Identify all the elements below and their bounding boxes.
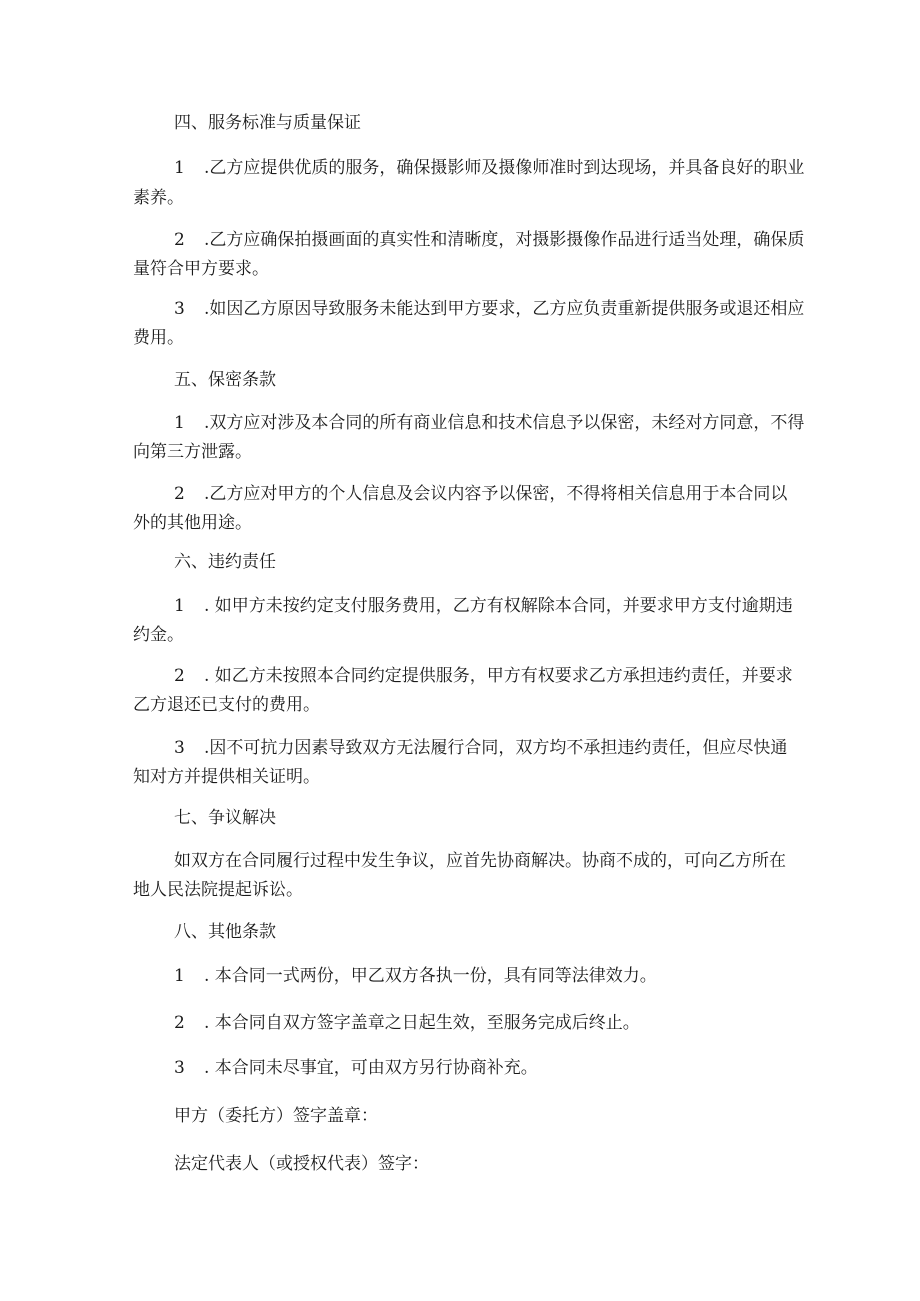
clause-4-3: 3 .如因乙方原因导致服务未能达到甲方要求，乙方应负责重新提供服务或退还相应 bbox=[174, 299, 805, 319]
section-heading-other-terms: 八、其他条款 bbox=[174, 922, 276, 942]
clause-6-3-continued: 知对方并提供相关证明。 bbox=[133, 767, 320, 787]
clause-6-3: 3 .因不可抗力因素导致双方无法履行合同，双方均不承担违约责任，但应尽快通 bbox=[174, 738, 788, 758]
section-heading-confidentiality: 五、保密条款 bbox=[174, 370, 276, 390]
dispute-paragraph-continued: 地人民法院提起诉讼。 bbox=[133, 880, 303, 900]
clause-8-2: 2 . 本合同自双方签字盖章之日起生效，至服务完成后终止。 bbox=[174, 1013, 640, 1033]
clause-4-1: 1 .乙方应提供优质的服务，确保摄影师及摄像师准时到达现场，并具备良好的职业 bbox=[174, 158, 805, 178]
section-heading-service-standards: 四、服务标准与质量保证 bbox=[174, 113, 361, 133]
section-heading-liability: 六、违约责任 bbox=[174, 552, 276, 572]
clause-6-1-continued: 约金。 bbox=[133, 625, 184, 645]
dispute-paragraph: 如双方在合同履行过程中发生争议，应首先协商解决。协商不成的，可向乙方所在 bbox=[174, 851, 786, 871]
signature-legal-representative: 法定代表人（或授权代表）签字： bbox=[174, 1154, 429, 1174]
clause-5-1: 1 .双方应对涉及本合同的所有商业信息和技术信息予以保密，未经对方同意，不得 bbox=[174, 413, 805, 433]
clause-6-2: 2 . 如乙方未按照本合同约定提供服务，甲方有权要求乙方承担违约责任，并要求 bbox=[174, 666, 793, 686]
clause-5-2-continued: 外的其他用途。 bbox=[133, 513, 252, 533]
section-heading-dispute: 七、争议解决 bbox=[174, 808, 276, 828]
clause-4-2: 2 .乙方应确保拍摄画面的真实性和清晰度，对摄影摄像作品进行适当处理，确保质 bbox=[174, 230, 805, 250]
clause-6-2-continued: 乙方退还已支付的费用。 bbox=[133, 695, 320, 715]
signature-party-a: 甲方（委托方）签字盖章： bbox=[174, 1106, 378, 1126]
clause-8-3: 3 . 本合同未尽事宜，可由双方另行协商补充。 bbox=[174, 1058, 538, 1078]
clause-4-2-continued: 量符合甲方要求。 bbox=[133, 259, 269, 279]
clause-4-3-continued: 费用。 bbox=[133, 328, 184, 348]
clause-5-2: 2 .乙方应对甲方的个人信息及会议内容予以保密，不得将相关信息用于本合同以 bbox=[174, 484, 788, 504]
clause-6-1: 1 . 如甲方未按约定支付服务费用，乙方有权解除本合同，并要求甲方支付逾期违 bbox=[174, 596, 793, 616]
clause-8-1: 1 . 本合同一式两份，甲乙双方各执一份，具有同等法律效力。 bbox=[174, 966, 657, 986]
clause-5-1-continued: 向第三方泄露。 bbox=[133, 442, 252, 462]
clause-4-1-continued: 素养。 bbox=[133, 188, 184, 208]
